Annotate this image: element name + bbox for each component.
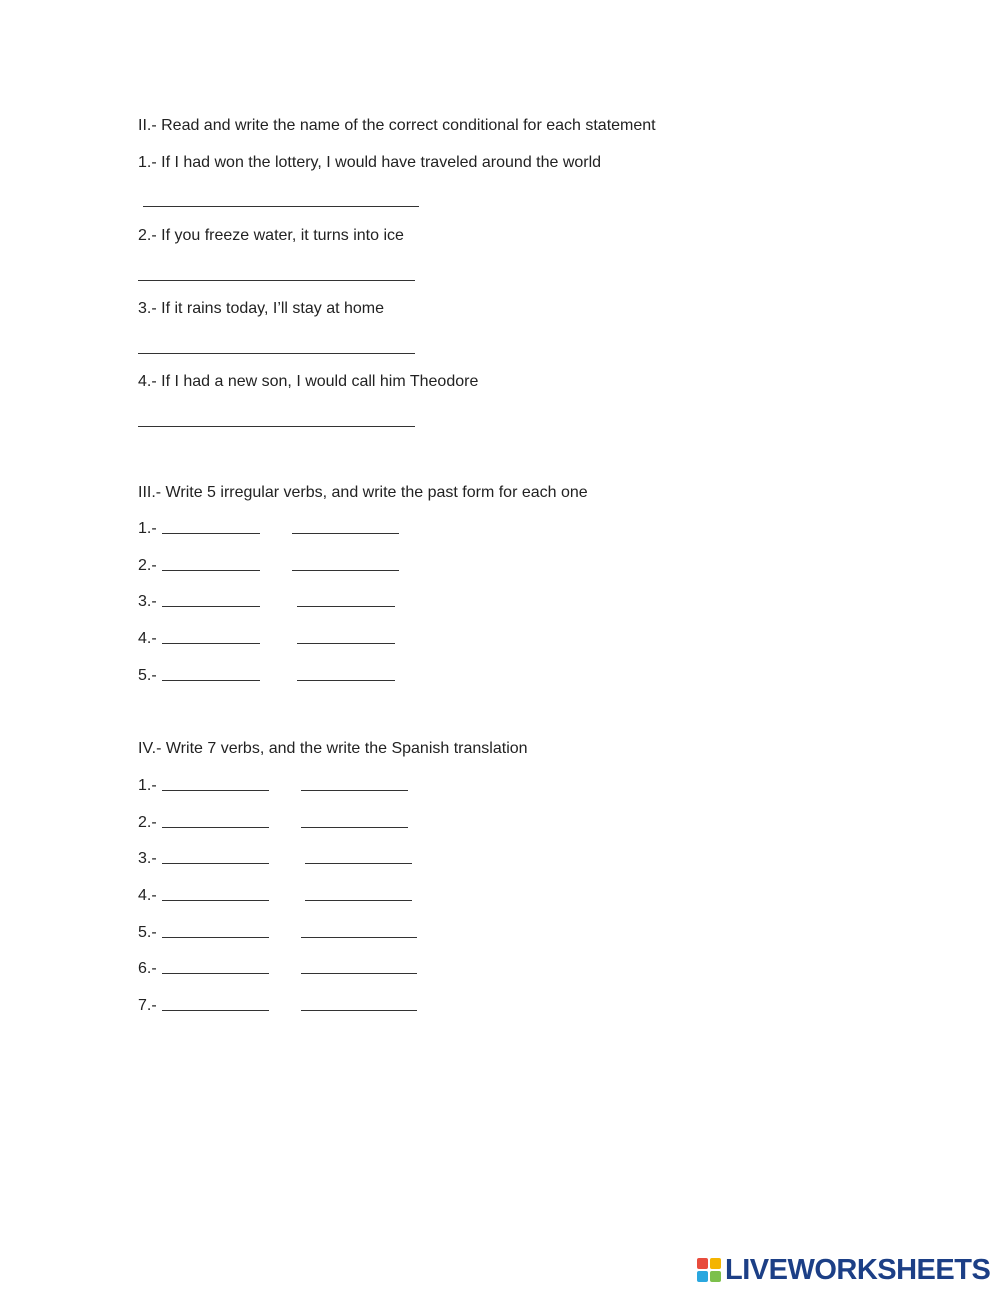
- verb-row-number: 1.-: [138, 520, 157, 537]
- translation-row-number: 2.-: [138, 814, 157, 831]
- irregular-verb-input[interactable]: [162, 519, 260, 540]
- answer-blank-3[interactable]: [138, 339, 415, 360]
- section-2-heading: II.- Read and write the name of the correct conditional for each statement: [138, 117, 656, 134]
- section-3-heading: III.- Write 5 irregular verbs, and write the past form for each one: [138, 484, 588, 501]
- spanish-translation-input[interactable]: [305, 849, 412, 870]
- verb-input[interactable]: [162, 776, 269, 797]
- verb-input[interactable]: [162, 996, 269, 1017]
- past-form-input[interactable]: [292, 519, 399, 540]
- irregular-verb-input[interactable]: [162, 556, 260, 577]
- spanish-translation-input[interactable]: [301, 923, 417, 944]
- past-form-input[interactable]: [297, 592, 395, 613]
- translation-row-number: 3.-: [138, 850, 157, 867]
- irregular-verb-input[interactable]: [162, 666, 260, 687]
- translation-row-number: 5.-: [138, 924, 157, 941]
- past-form-input[interactable]: [292, 556, 399, 577]
- verb-input[interactable]: [162, 849, 269, 870]
- verb-input[interactable]: [162, 886, 269, 907]
- section-2-item-4: 4.- If I had a new son, I would call him Theodore: [138, 373, 479, 390]
- verb-input[interactable]: [162, 923, 269, 944]
- verb-row-number: 3.-: [138, 593, 157, 610]
- verb-row-number: 5.-: [138, 667, 157, 684]
- section-2-item-3: 3.- If it rains today, I’ll stay at home: [138, 300, 385, 317]
- irregular-verb-input[interactable]: [162, 592, 260, 613]
- verb-row-number: 4.-: [138, 630, 157, 647]
- spanish-translation-input[interactable]: [305, 886, 412, 907]
- liveworksheets-logo: [697, 1253, 991, 1286]
- section-2-item-2: 2.- If you freeze water, it turns into ice: [138, 227, 404, 244]
- answer-blank-1[interactable]: [143, 192, 419, 213]
- section-2-item-1: 1.- If I had won the lottery, I would have traveled around the world: [138, 154, 602, 171]
- spanish-translation-input[interactable]: [301, 959, 417, 980]
- translation-row-number: 7.-: [138, 997, 157, 1014]
- past-form-input[interactable]: [297, 629, 395, 650]
- spanish-translation-input[interactable]: [301, 813, 408, 834]
- answer-blank-4[interactable]: [138, 412, 415, 433]
- translation-row-number: 6.-: [138, 960, 157, 977]
- translation-row-number: 4.-: [138, 887, 157, 904]
- verb-input[interactable]: [162, 813, 269, 834]
- section-4-heading: IV.- Write 7 verbs, and the write the Spanish translation: [138, 740, 528, 757]
- verb-row-number: 2.-: [138, 557, 157, 574]
- spanish-translation-input[interactable]: [301, 996, 417, 1017]
- irregular-verb-input[interactable]: [162, 629, 260, 650]
- logo-badge-icon: [697, 1258, 721, 1282]
- translation-row-number: 1.-: [138, 777, 157, 794]
- logo-text: LIVEWORKSHEETS: [725, 1253, 991, 1286]
- answer-blank-2[interactable]: [138, 266, 415, 287]
- verb-input[interactable]: [162, 959, 269, 980]
- spanish-translation-input[interactable]: [301, 776, 408, 797]
- past-form-input[interactable]: [297, 666, 395, 687]
